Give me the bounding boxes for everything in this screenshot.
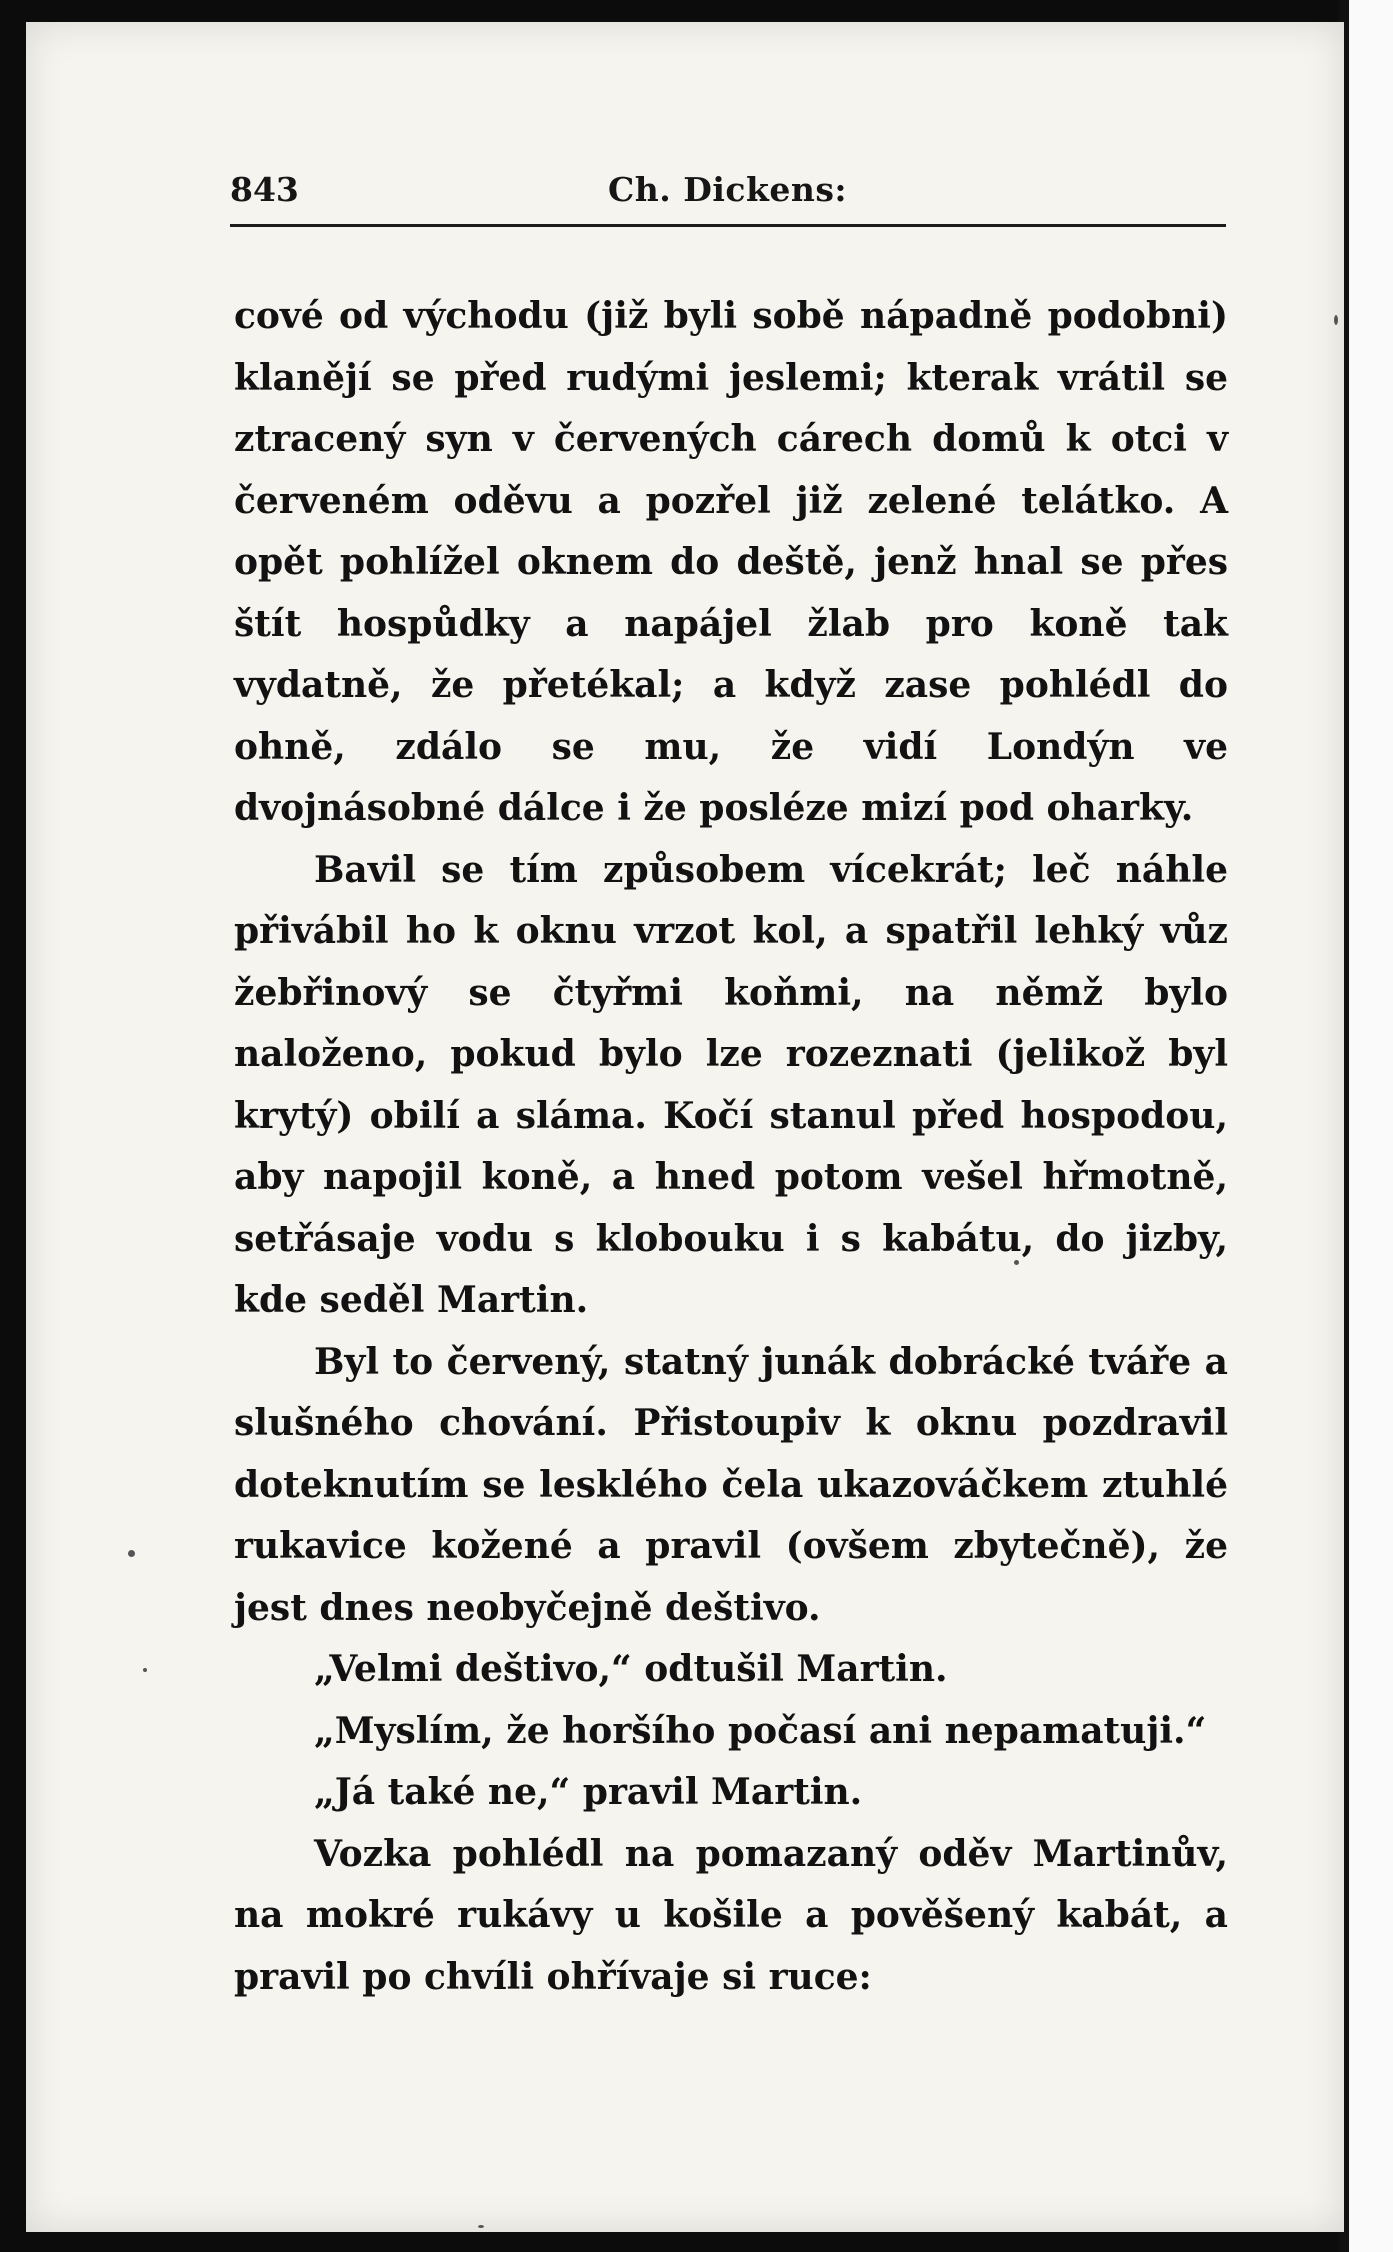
dialogue-line: „Myslím, že horšího počasí ani nepamatuji.“	[314, 1709, 1207, 1752]
running-title: Ch. Dickens:	[608, 170, 848, 209]
body-text	[234, 286, 1228, 2008]
scan-speck	[143, 1668, 147, 1672]
page-header	[230, 164, 1226, 222]
paragraph: Vozka pohlédl na pomazaný oděv Martinův, na mokré rukávy u košile a pověšený kabát, a pravil po chvíli ohřívaje si ruce:	[234, 1832, 1228, 1998]
scan-right-margin	[1344, 0, 1393, 2252]
scan-speck	[478, 2225, 484, 2228]
scan-speck	[1334, 315, 1338, 325]
paragraph: Byl to červený, statný junák dobrácké tváře a slušného chování. Přistoupiv k oknu pozdravil doteknutím se lesklého čela ukazováčkem ztuhlé rukavice kožené a pravil (ovšem zbytečně), že jest dnes neobyčejně deštivo.	[234, 1340, 1228, 1629]
dialogue-line: „Já také ne,“ pravil Martin.	[314, 1771, 863, 1813]
page-number: 843	[230, 170, 299, 209]
dialogue-line: „Velmi deštivo,“ odtušil Martin.	[314, 1648, 948, 1690]
paragraph-continuation: cové od východu (již byli sobě nápadně podobni) klanějí se před rudými jeslemi; kterak vrátil se ztracený syn v červených cárech domů k otci v červeném oděvu a pozřel již zelené telátko. A opět pohlížel oknem do deště, jenž hnal se přes štít hospůdky a napájel žlab pro koně tak vydatně, že přetékal; a když zase pohlédl do ohně, zdálo se mu, že vidí Londýn ve dvojnásobné dálce i že posléze mizí pod oharky.	[234, 295, 1228, 829]
scan-speck	[128, 1550, 135, 1557]
header-rule	[230, 224, 1226, 227]
scan-speck	[1014, 1260, 1019, 1265]
paragraph: Bavil se tím způsobem vícekrát; leč náhle přivábil ho k oknu vrzot kol, a spatřil lehký vůz žebřinový se čtyřmi koňmi, na němž bylo naloženo, pokud bylo lze rozeznati (jelikož byl krytý) obilí a sláma. Kočí stanul před hospodou, aby napojil koně, a hned potom vešel hřmotně, setřásaje vodu s klobouku i s kabátu, do jizby, kde seděl Martin.	[234, 848, 1228, 1321]
